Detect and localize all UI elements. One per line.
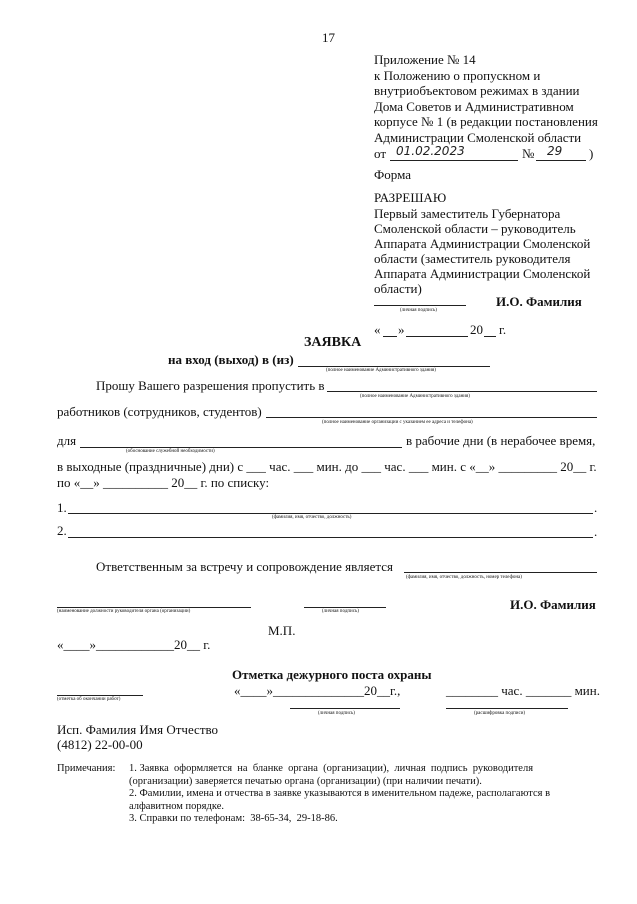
approve-title: РАЗРЕШАЮ (374, 190, 447, 205)
approved-number: 29 (547, 144, 563, 158)
guard-decode-caption: (расшифровка подписи) (474, 711, 526, 716)
approve-line: Аппарата Администрации Смоленской (374, 266, 591, 281)
note-line: 3. Справки по телефонам: 38-65-34, 29-18-86. (129, 813, 338, 824)
appendix-line: внутриобъектовом режимах в здании (374, 83, 580, 98)
guard-title: Отметка дежурного поста охраны (232, 667, 432, 682)
page-number: 17 (322, 30, 335, 45)
responsible-field[interactable] (404, 572, 597, 573)
note-line: (организации) заверяется печатью органа (организации) (при наличии печати). (129, 775, 482, 787)
org-signature-caption: (личная подпись) (322, 609, 359, 614)
note-line: 1. Заявка оформляется на бланке органа (организации), личная подпись руководителя (129, 763, 534, 774)
list-caption: (фамилия, имя, отчество, должность) (272, 515, 352, 520)
request-field[interactable] (327, 391, 597, 392)
appendix-block (374, 52, 598, 145)
list-field-1[interactable] (68, 513, 593, 514)
approve-name: И.О. Фамилия (496, 294, 582, 309)
appendix-line: Администрации Смоленской области (374, 129, 582, 145)
number-underline (536, 160, 586, 161)
approve-line: области) (374, 281, 422, 296)
list-item-2: 2. (57, 523, 67, 538)
schedule-line-2: по «__» __________ 20__ г. по списку: (57, 475, 270, 490)
executor-name: Исп. Фамилия Имя Отчество (57, 722, 219, 737)
document-title: ЗАЯВКА (304, 335, 362, 350)
org-name: И.О. Фамилия (510, 597, 596, 612)
appendix-from-label: от (374, 146, 387, 161)
approve-position (374, 206, 590, 296)
approve-line: области (заместитель руководителя (374, 251, 571, 266)
approved-date: 01.02.2023 (396, 144, 465, 158)
schedule-line-1: в выходные (праздничные) дни) с ___ час. ___ мин. до ___ час. ___ мин. с «__» _________ 20__ г. (57, 459, 597, 474)
org-signature-field[interactable] (304, 607, 386, 608)
guard-decode-field[interactable] (446, 708, 568, 709)
notes-label: Примечания: (57, 763, 116, 774)
date-underline (390, 160, 518, 161)
guard-date: «____»______________20__г., (234, 683, 401, 698)
appendix-line: корпусе № 1 (в редакции постановления (374, 114, 598, 129)
executor-phone: (4812) 22-00-00 (57, 737, 143, 752)
guard-signature-caption: (личная подпись) (318, 711, 355, 716)
notes-list (129, 763, 550, 826)
close-paren: ) (589, 146, 594, 161)
request-caption: (полное наименование Административного здания) (360, 394, 470, 399)
purpose-caption: (обоснование служебной необходимости) (126, 449, 215, 454)
approve-month-line[interactable] (406, 336, 468, 337)
appendix-line: Дома Советов и Административном (374, 98, 574, 114)
appendix-line: Приложение № 14 (374, 52, 476, 67)
list-field-2[interactable] (68, 537, 593, 538)
approve-year-line[interactable] (484, 336, 496, 337)
appendix-number-label: № (522, 146, 535, 161)
workers-label: работников (сотрудников, студентов) (57, 404, 262, 419)
workers-field[interactable] (266, 417, 597, 418)
entry-field[interactable] (298, 366, 490, 367)
entry-label: на вход (выход) в (из) (168, 352, 294, 367)
responsible-label: Ответственным за встречу и сопровождение является (96, 559, 393, 574)
approve-signature-line[interactable] (374, 305, 466, 306)
list-end-1: . (594, 500, 598, 515)
form-label: Форма (374, 167, 411, 182)
approve-date-close: » (398, 322, 405, 337)
approve-signature-caption: (личная подпись) (400, 308, 437, 313)
guard-time: ________ час. _______ мин. (446, 683, 600, 698)
note-line: алфавитном порядке. (129, 800, 224, 812)
org-date: «____»____________20__ г. (57, 637, 211, 652)
org-position-caption: (наименование должности руководителя органа (организации) (57, 609, 191, 614)
appendix-line: к Положению о пропускном и (374, 67, 541, 83)
approve-line: Первый заместитель Губернатора (374, 206, 561, 221)
guard-signature-field[interactable] (290, 708, 400, 709)
purpose-tail: в рабочие дни (в нерабочее время, (406, 433, 596, 448)
approve-line: Аппарата Администрации Смоленской (374, 236, 591, 251)
list-item-1: 1. (57, 500, 67, 515)
responsible-caption: (фамилия, имя, отчество, должность, номер телефона) (406, 575, 522, 580)
approve-date-open: « (374, 322, 381, 337)
approve-line: Смоленской области – руководитель (374, 221, 576, 236)
stamp-label: М.П. (268, 623, 296, 638)
entry-caption: (полное наименование Административного здания) (326, 368, 436, 373)
guard-mark-field[interactable] (57, 695, 143, 696)
purpose-field[interactable] (80, 447, 402, 448)
approve-year-suffix: г. (499, 322, 507, 337)
purpose-label: для (57, 433, 77, 448)
list-end-2: . (594, 524, 598, 539)
approve-day-line[interactable] (383, 336, 397, 337)
note-line: 2. Фамилии, имена и отчества в заявке указываются в именительном падеже, располагаются в (129, 788, 551, 799)
request-label: Прошу Вашего разрешения пропустить в (96, 378, 325, 393)
guard-mark-caption: (отметка об окончании работ) (57, 697, 121, 702)
org-position-field[interactable] (57, 607, 251, 608)
workers-caption: (полное наименование организации с указанием ее адреса и телефона) (322, 420, 473, 425)
approve-year: 20 (470, 322, 483, 337)
